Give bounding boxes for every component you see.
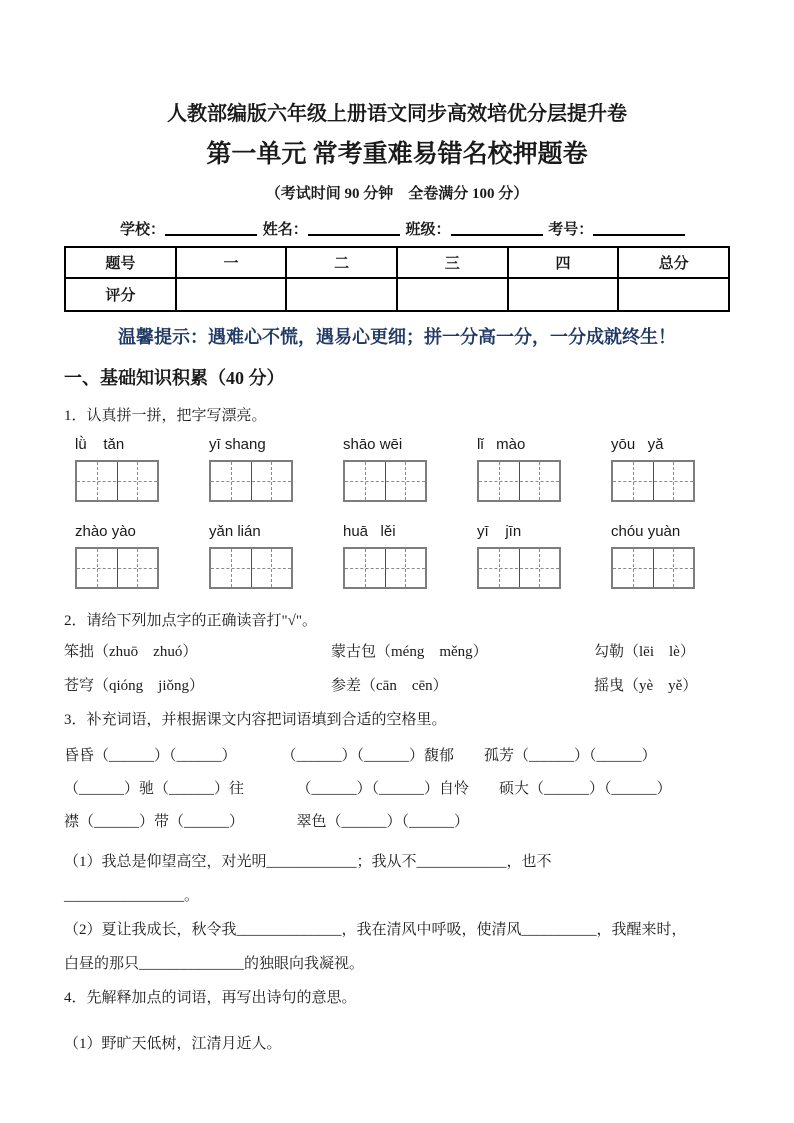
- q2-row-2: [64, 675, 730, 697]
- score-cell-empty: [508, 278, 619, 311]
- score-table-cell-one: 一: [176, 247, 287, 278]
- q3-sub1-line: ________________。: [64, 888, 200, 904]
- score-table-header-row: [65, 247, 729, 278]
- score-table-cell-two: 二: [286, 247, 397, 278]
- question-2-prompt: 2．请给下列加点字的正确读音打"√"。: [64, 613, 317, 629]
- pinyin-label: zhào yào: [75, 523, 136, 540]
- score-table-score-row: [65, 278, 729, 311]
- score-row-label: 评分: [65, 278, 176, 311]
- writing-grid: [343, 547, 427, 589]
- pinyin-label: yǎn lián: [209, 523, 261, 540]
- q3-sub2-line: 白昼的那只______________的独眼向我凝视。: [64, 956, 365, 972]
- score-table-cell-four: 四: [508, 247, 619, 278]
- score-table-cell-total: 总分: [618, 247, 729, 278]
- pinyin-label: yī shang: [209, 436, 266, 453]
- examno-label: 考号：: [548, 222, 594, 238]
- pinyin-label: chóu yuàn: [611, 523, 681, 540]
- writing-grid: [611, 547, 695, 589]
- pinyin-label-row-1: [64, 436, 730, 453]
- q3-word-line: 襟（______）带（______） 翠色（______）（______）: [64, 814, 470, 830]
- writing-grid: [477, 547, 561, 589]
- score-cell-empty: [286, 278, 397, 311]
- q3-sub2-line: （2）夏让我成长，秋令我______________，我在清风中呼吸，使清风__________，我醒来时，: [64, 922, 687, 938]
- q3-word-line: （______）驰（______）往 （______）（______）自怜 硕大（______）（______）: [64, 781, 672, 797]
- writing-grid-row-2: [64, 547, 730, 589]
- writing-grid: [209, 547, 293, 589]
- question-1-prompt: 1．认真拼一拼，把字写漂亮。: [64, 408, 267, 424]
- q4-sub1-line: （1）野旷天低树，江清月近人。: [64, 1036, 282, 1052]
- score-table-cell-label: 题号: [65, 247, 176, 278]
- q2-item: 笨拙（zhuō zhuó）: [64, 644, 198, 660]
- q3-word-line: 昏昏（______）（______） （______）（______）馥郁 孤芳（______）（______）: [64, 748, 657, 764]
- q2-row-1: [64, 641, 730, 663]
- school-blank: [165, 221, 257, 236]
- pinyin-label: lǜ tǎn: [75, 436, 125, 453]
- score-cell-empty: [397, 278, 508, 311]
- question-4-prompt: 4．先解释加点的词语，再写出诗句的意思。: [64, 990, 357, 1006]
- score-cell-empty: [618, 278, 729, 311]
- q3-sub1-line: （1）我总是仰望高空，对光明____________；我从不____________，也不: [64, 854, 552, 870]
- exam-info: （考试时间 90 分钟 全卷满分 100 分）: [265, 186, 529, 202]
- score-cell-empty: [176, 278, 287, 311]
- class-blank: [451, 221, 543, 236]
- pinyin-label: lǐ mào: [477, 436, 526, 453]
- writing-grid: [611, 460, 695, 502]
- pinyin-label: huā lěi: [343, 523, 396, 540]
- writing-grid: [477, 460, 561, 502]
- paper-title: 第一单元 常考重难易错名校押题卷: [206, 141, 588, 168]
- q2-item: 摇曳（yè yě）: [594, 678, 698, 694]
- student-info-line: [64, 218, 730, 239]
- q2-item: 参差（cān cēn）: [331, 678, 448, 694]
- pinyin-label: shāo wēi: [343, 436, 403, 453]
- score-table: [64, 246, 730, 312]
- section-1-heading: 一、基础知识积累（40 分）: [64, 368, 285, 388]
- writing-grid-row-1: [64, 460, 730, 502]
- pinyin-label: yī jīn: [477, 523, 522, 540]
- class-label: 班级：: [405, 222, 451, 238]
- examno-blank: [593, 221, 685, 236]
- question-3-prompt: 3．补充词语，并根据课文内容把词语填到合适的空格里。: [64, 712, 447, 728]
- q2-item: 勾勒（lēi lè）: [594, 644, 695, 660]
- school-label: 学校：: [120, 222, 166, 238]
- q2-item: 苍穹（qióng jiǒng）: [64, 678, 205, 694]
- question-4-block: [64, 987, 730, 1055]
- tip-banner: 温馨提示：遇难心不慌，遇易心更细；拼一分高一分，一分成就终生！: [118, 327, 676, 347]
- writing-grid: [75, 547, 159, 589]
- writing-grid: [343, 460, 427, 502]
- q2-item: 蒙古包（méng měng）: [331, 644, 488, 660]
- name-blank: [308, 221, 400, 236]
- writing-grid: [75, 460, 159, 502]
- name-label: 姓名：: [262, 222, 308, 238]
- paper-series-title: 人教部编版六年级上册语文同步高效培优分层提升卷: [167, 103, 627, 125]
- pinyin-label: yōu yǎ: [611, 436, 664, 453]
- pinyin-label-row-2: [64, 523, 730, 540]
- score-table-cell-three: 三: [397, 247, 508, 278]
- writing-grid: [209, 460, 293, 502]
